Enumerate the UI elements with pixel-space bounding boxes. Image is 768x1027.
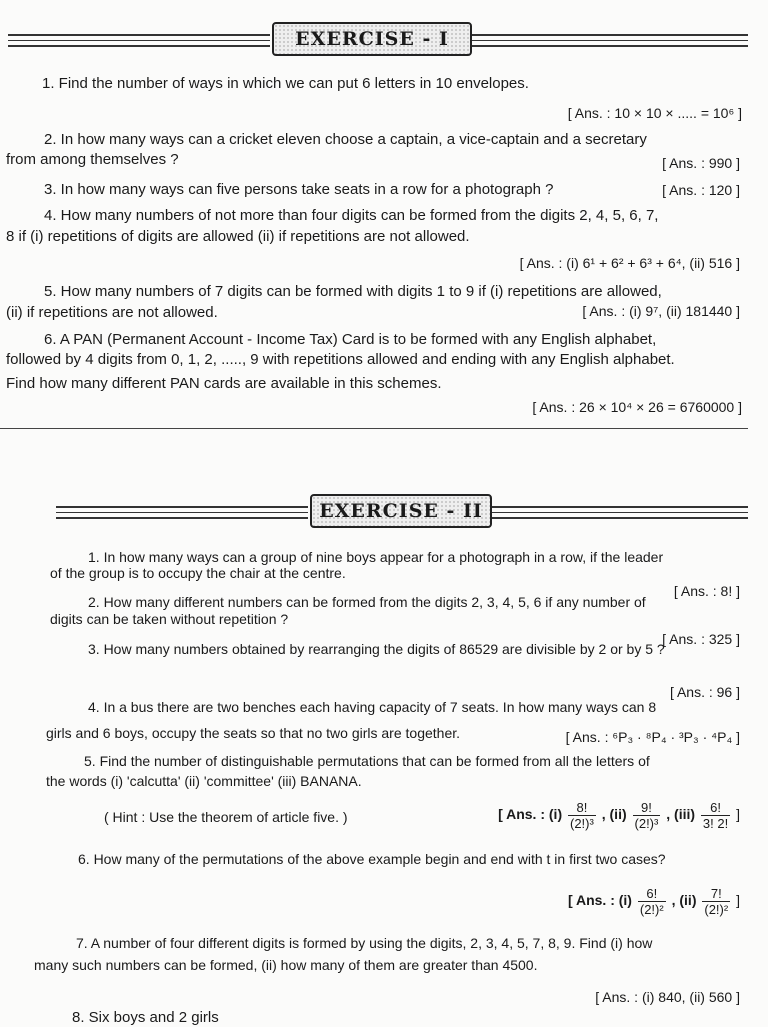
ex2-answer-5-mid-2: , (iii) [666, 806, 696, 823]
exercise-1-separator [0, 428, 748, 429]
ex2-question-2-line-1: 2. How many different numbers can be formed from the digits 2, 3, 4, 5, 6 if any number of [88, 594, 646, 610]
ex2-answer-7: [ Ans. : (i) 840, (ii) 560 ] [595, 989, 740, 1005]
exercise-2-banner [0, 490, 768, 530]
ex2-answer-5-fraction-3 [701, 800, 730, 831]
fraction-denominator: 3! 2! [702, 816, 729, 831]
ex1-question-2-line-2: from among themselves ? [6, 151, 179, 168]
exercise-1-banner [0, 18, 768, 58]
ex1-question-6-line-2: followed by 4 digits from 0, 1, 2, ....., 9 with repetitions allowed and ending with any English alphabet. [6, 351, 675, 368]
ex2-answer-6-prefix: [ Ans. : (i) [567, 892, 632, 909]
fraction-numerator: 6! [638, 886, 666, 902]
ex2-answer-6-fraction-1 [638, 886, 666, 917]
ex2-question-6: 6. How many of the permutations of the above example begin and end with t in first two cases? [78, 851, 666, 867]
ex1-question-5-line-1: 5. How many numbers of 7 digits can be formed with digits 1 to 9 if (i) repetitions are allowed, [44, 283, 662, 300]
ex1-question-3: 3. In how many ways can five persons take seats in a row for a photograph ? [44, 181, 554, 198]
ex2-hint: ( Hint : Use the theorem of article five. ) [104, 809, 348, 825]
ex2-answer-5-suffix: ] [736, 806, 740, 823]
ex2-question-1-line-2: of the group is to occupy the chair at the centre. [50, 565, 346, 581]
ex2-answer-5-prefix: [ Ans. : (i) [498, 806, 563, 823]
ex2-answer-6-fraction-2 [702, 886, 730, 917]
ex2-question-7-line-2: many such numbers can be formed, (ii) how many of them are greater than 4500. [34, 957, 538, 973]
fraction-numerator: 8! [568, 800, 596, 816]
ex1-question-1: 1. Find the number of ways in which we can put 6 letters in 10 envelopes. [42, 75, 529, 92]
ex2-question-2-line-2: digits can be taken without repetition ? [50, 611, 289, 627]
ex1-question-6-line-1: 6. A PAN (Permanent Account - Income Tax) Card is to be formed with any English alphabet, [44, 331, 657, 348]
ex1-question-4-line-2: 8 if (i) repetitions of digits are allowed (ii) if repetitions are not allowed. [6, 228, 470, 245]
ex2-answer-2: [ Ans. : 325 ] [662, 631, 740, 647]
ex2-answer-5 [498, 800, 740, 831]
ex1-answer-2: [ Ans. : 990 ] [662, 155, 740, 171]
ex2-answer-6-suffix: ] [736, 892, 740, 909]
ex2-question-3: 3. How many numbers obtained by rearranging the digits of 86529 are divisible by 2 or by 5 ? [88, 641, 665, 657]
ex2-answer-6-mid: , (ii) [671, 892, 697, 909]
ex1-question-6-line-3: Find how many different PAN cards are available in this schemes. [6, 375, 442, 392]
ex2-question-5-line-2: the words (i) 'calcutta' (ii) 'committee' (iii) BANANA. [46, 773, 362, 789]
ex2-question-8: 8. Six boys and 2 girls [72, 1009, 219, 1026]
ex2-answer-4: [ Ans. : ⁶P₃ · ⁸P₄ · ³P₃ · ⁴P₄ ] [565, 729, 740, 745]
ex1-question-2-line-1: 2. In how many ways can a cricket eleven choose a captain, a vice-captain and a secretary [44, 131, 647, 148]
ex1-answer-6: [ Ans. : 26 × 10⁴ × 26 = 6760000 ] [532, 399, 742, 415]
ex2-question-4-line-2: girls and 6 boys, occupy the seats so that no two girls are together. [46, 725, 461, 741]
ex1-question-4-line-1: 4. How many numbers of not more than four digits can be formed from the digits 2, 4, 5, 6, 7, [44, 207, 659, 224]
ex2-answer-5-fraction-1 [568, 800, 596, 831]
fraction-numerator: 7! [702, 886, 730, 902]
ex2-answer-3: [ Ans. : 96 ] [669, 684, 740, 700]
ex1-question-5-line-2: (ii) if repetitions are not allowed. [6, 304, 218, 321]
ex1-answer-5: [ Ans. : (i) 9⁷, (ii) 181440 ] [582, 303, 740, 319]
exercise-1-title: EXERCISE - I [272, 22, 472, 56]
ex2-question-5-line-1: 5. Find the number of distinguishable permutations that can be formed from all the letters of [84, 753, 650, 769]
ex2-question-4-line-1: 4. In a bus there are two benches each having capacity of 7 seats. In how many ways can 8 [88, 699, 657, 715]
ex2-answer-1: [ Ans. : 8! ] [673, 583, 740, 599]
fraction-denominator: (2!)² [704, 902, 729, 917]
fraction-denominator: (2!)³ [570, 816, 594, 831]
ex2-answer-5-fraction-2 [633, 800, 661, 831]
fraction-denominator: (2!)² [639, 902, 664, 917]
fraction-numerator: 6! [701, 800, 730, 816]
fraction-numerator: 9! [633, 800, 661, 816]
ex1-answer-4: [ Ans. : (i) 6¹ + 6² + 6³ + 6⁴, (ii) 516 ] [519, 255, 740, 271]
ex1-answer-3: [ Ans. : 120 ] [662, 182, 740, 198]
exercise-2-title: EXERCISE - II [310, 494, 492, 528]
ex2-answer-6 [568, 886, 740, 917]
ex2-question-7-line-1: 7. A number of four different digits is formed by using the digits, 2, 3, 4, 5, 7, 8, 9. Find (i) how [76, 935, 653, 951]
fraction-denominator: (2!)³ [634, 816, 659, 831]
ex2-question-1-line-1: 1. In how many ways can a group of nine boys appear for a photograph in a row, if the leader [88, 549, 664, 565]
ex1-answer-1: [ Ans. : 10 × 10 × ..... = 10⁶ ] [567, 105, 742, 121]
ex2-answer-5-mid-1: , (ii) [601, 806, 627, 823]
